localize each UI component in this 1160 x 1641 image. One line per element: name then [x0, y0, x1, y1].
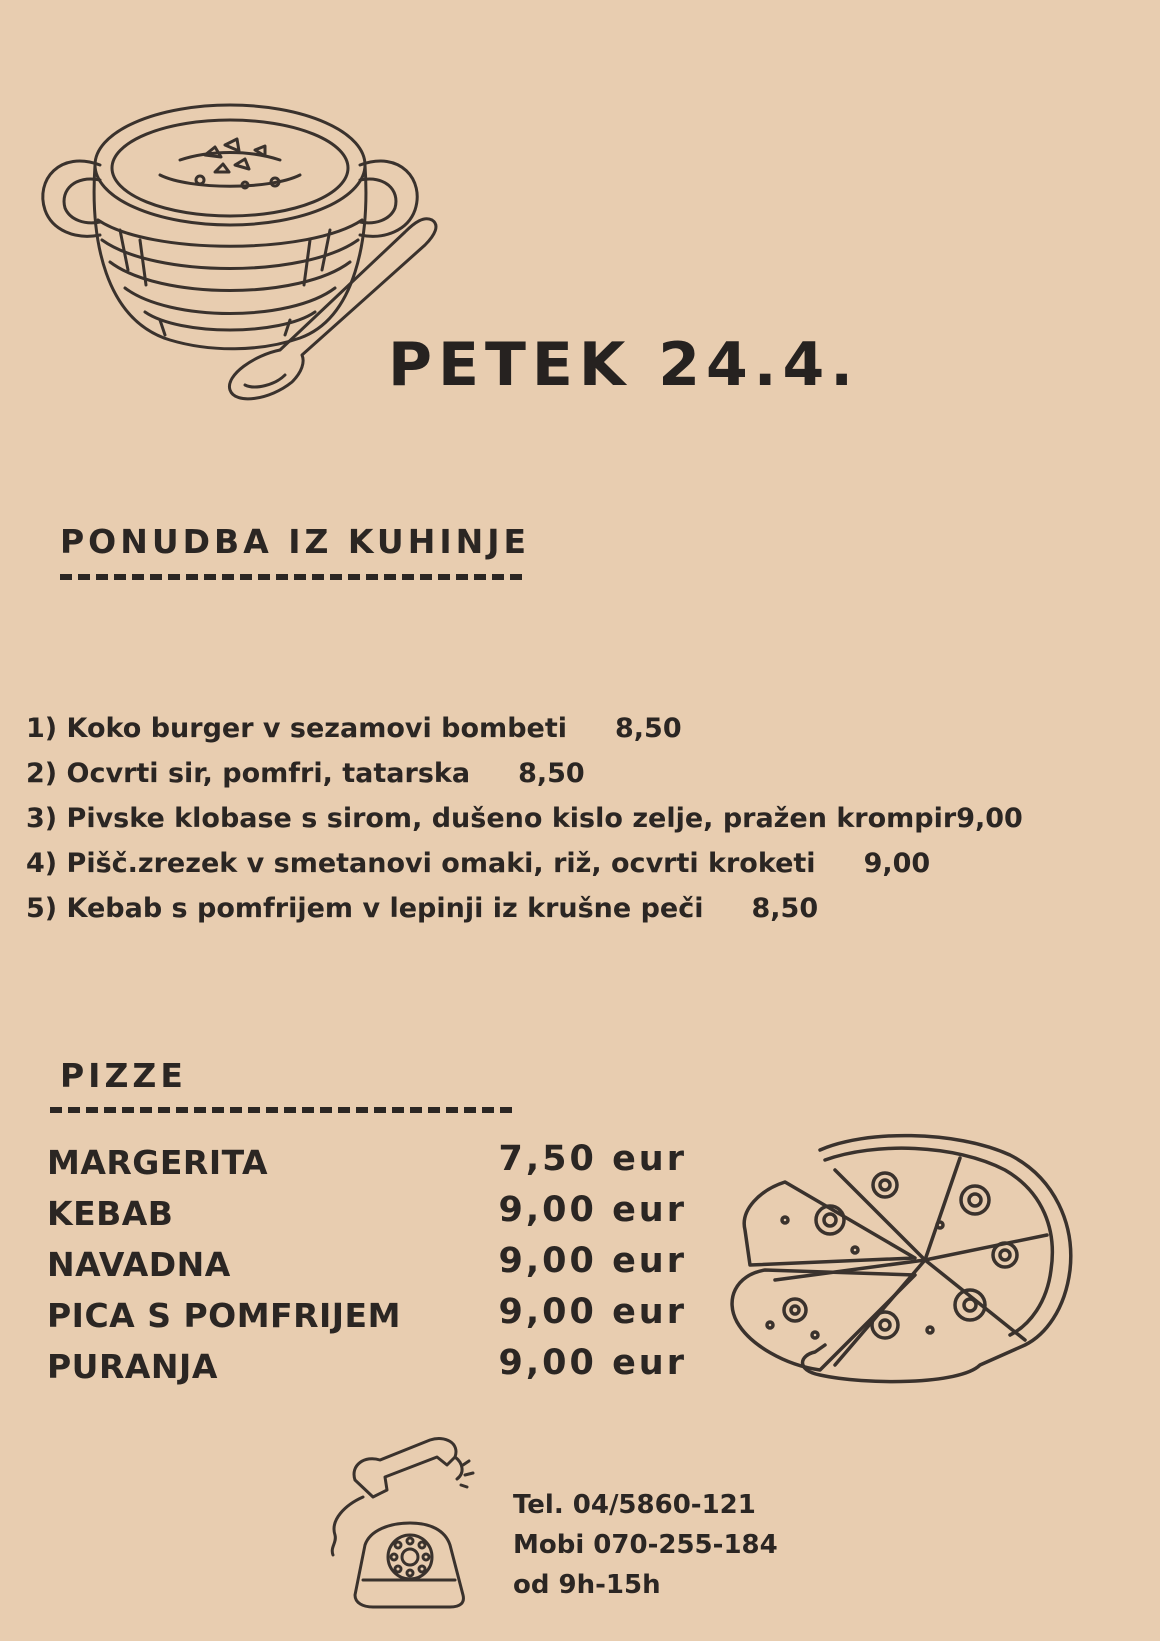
kitchen-menu-list — [26, 706, 1023, 931]
menu-item-price: 9,00 — [956, 803, 1023, 834]
menu-item-price: 8,50 — [518, 758, 585, 789]
pizza-name: NAVADNA — [47, 1245, 231, 1284]
pizza-name: MARGERITA — [47, 1143, 269, 1182]
menu-item-text: 4) Pišč.zrezek v smetanovi omaki, riž, ocvrti kroketi — [26, 848, 816, 879]
menu-item-text: 1) Koko burger v sezamovi bombeti — [26, 713, 567, 744]
pizza-heading-underline — [50, 1107, 512, 1113]
menu-item-text: 5) Kebab s pomfrijem v lepinji iz krušne peči — [26, 893, 704, 924]
menu-item-price: 8,50 — [751, 893, 819, 924]
contact-tel: Tel. 04/5860-121 — [513, 1490, 756, 1520]
contact-mobile: Mobi 070-255-184 — [513, 1530, 778, 1560]
list-item — [26, 706, 1023, 751]
pizza-name: PURANJA — [47, 1347, 218, 1386]
pizza-price: 9,00 eur — [498, 1190, 687, 1230]
kitchen-heading: PONUDBA IZ KUHINJE — [60, 522, 531, 561]
table-row — [47, 1343, 687, 1397]
pizza-price: 9,00 eur — [498, 1292, 687, 1332]
page-title: PETEK 24.4. — [388, 330, 860, 400]
pizza-name: KEBAB — [47, 1194, 174, 1233]
pizza-price: 9,00 eur — [498, 1241, 687, 1281]
pizza-icon — [725, 1130, 1080, 1395]
list-item — [26, 751, 1023, 796]
list-item — [26, 796, 1023, 841]
list-item — [26, 841, 1023, 886]
list-item — [26, 886, 1023, 931]
table-row — [47, 1292, 687, 1346]
menu-item-price: 8,50 — [615, 713, 682, 744]
pizza-name: PICA S POMFRIJEM — [47, 1296, 401, 1335]
telephone-icon — [325, 1435, 490, 1610]
table-row — [47, 1139, 687, 1193]
table-row — [47, 1190, 687, 1244]
table-row — [47, 1241, 687, 1295]
contact-hours: od 9h-15h — [513, 1570, 661, 1600]
kitchen-heading-underline — [60, 574, 522, 580]
menu-item-text: 2) Ocvrti sir, pomfri, tatarska — [26, 758, 471, 789]
pizza-price: 7,50 eur — [498, 1139, 687, 1179]
menu-item-price: 9,00 — [863, 848, 931, 879]
menu-item-text: 3) Pivske klobase s sirom, dušeno kislo zelje, pražen krompir — [26, 803, 957, 834]
pizza-price: 9,00 eur — [498, 1343, 687, 1383]
pizza-heading: PIZZE — [60, 1056, 187, 1095]
